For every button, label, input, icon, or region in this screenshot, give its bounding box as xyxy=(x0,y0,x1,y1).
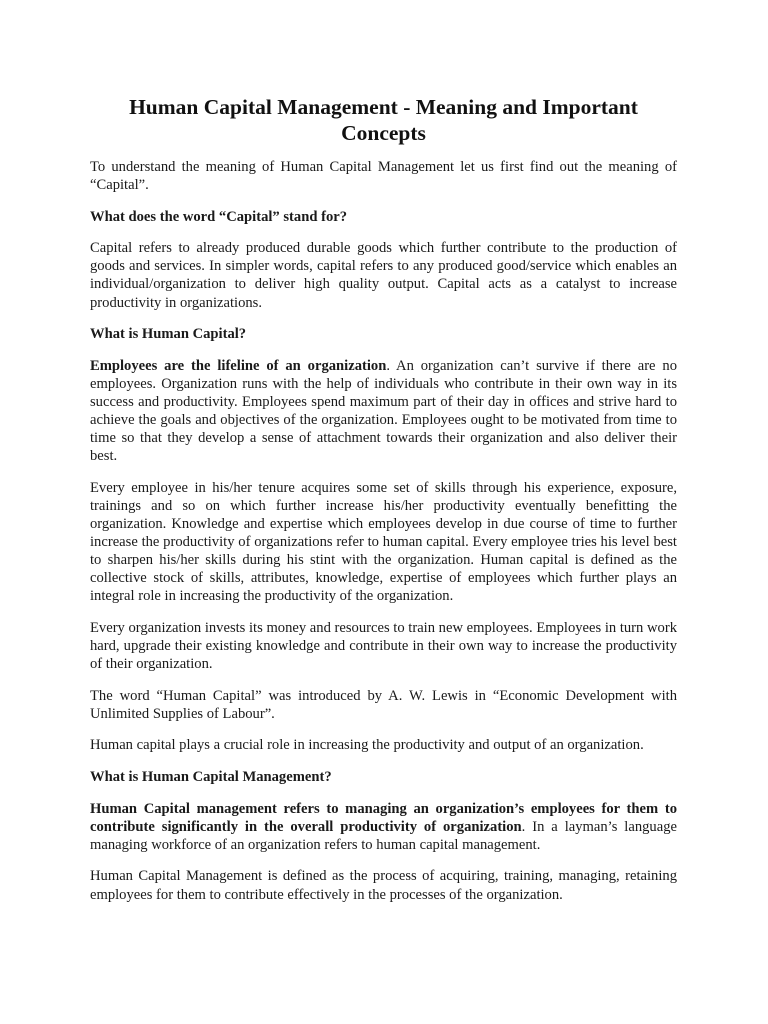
hcm-definition-rest: . In a layman’s language managing workforce of an organization refers to human capital management. xyxy=(90,818,677,853)
investment-paragraph: Every organization invests its money and resources to train new employees. Employees in turn work hard, upgrade their existing knowledge and contribute in their own way to increase the productivity of their organization. xyxy=(90,619,677,673)
hcm-definition-paragraph xyxy=(90,800,677,854)
hcm-process-paragraph: Human Capital Management is defined as the process of acquiring, training, managing, retaining employees for them to contribute effectively in the processes of the organization. xyxy=(90,868,677,903)
hcm-definition-lead: Human Capital management refers to managing an organization’s employees for them to contribute significantly in the overall productivity of organization xyxy=(90,800,677,835)
section-heading-capital: What does the word “Capital” stand for? xyxy=(90,208,348,225)
document-page xyxy=(90,94,677,917)
intro-paragraph: To understand the meaning of Human Capital Management let us first find out the meaning of “Capital”. xyxy=(90,159,677,194)
section-heading-hcm: What is Human Capital Management? xyxy=(90,769,332,786)
skills-paragraph: Every employee in his/her tenure acquires some set of skills through his experience, exposure, trainings and so on which further increase his/her productivity eventually benefitting the organization. Knowledge and expertise which employees develop in due course of time to further increase the productivity of organizations refer to human capital. Every employee tries his level best to sharpen his/her skills during his stint with the organization. Human capital is defined as the collective stock of skills, attributes, knowledge, expertise of employees which further plays an integral role in increasing the productivity of the organization. xyxy=(90,479,677,605)
capital-definition-paragraph: Capital refers to already produced durable goods which further contribute to the production of goods and services. In simpler words, capital refers to any produced good/service which enables an individual/organization to deliver high quality output. Capital acts as a catalyst to increase productivity in organizations. xyxy=(90,240,677,311)
document-title: Human Capital Management - Meaning and Important Concepts xyxy=(129,95,638,145)
employees-lifeline-lead: Employees are the lifeline of an organization xyxy=(90,357,387,374)
lewis-paragraph: The word “Human Capital” was introduced by A. W. Lewis in “Economic Development with Unlimited Supplies of Labour”. xyxy=(90,687,677,722)
employees-lifeline-rest: . An organization can’t survive if there are no employees. Organization runs with the help of individuals who contribute in their own way in its success and productivity. Employees spend maximum part of their day in offices and strive hard to achieve the goals and objectives of the organization. Employees ought to be motivated from time to time so that they develop a sense of attachment towards their organization and also deliver their best. xyxy=(90,357,678,465)
crucial-role-paragraph: Human capital plays a crucial role in increasing the productivity and output of an organization. xyxy=(90,737,644,754)
section-heading-human-capital: What is Human Capital? xyxy=(90,326,247,343)
employees-lifeline-paragraph xyxy=(90,357,677,466)
